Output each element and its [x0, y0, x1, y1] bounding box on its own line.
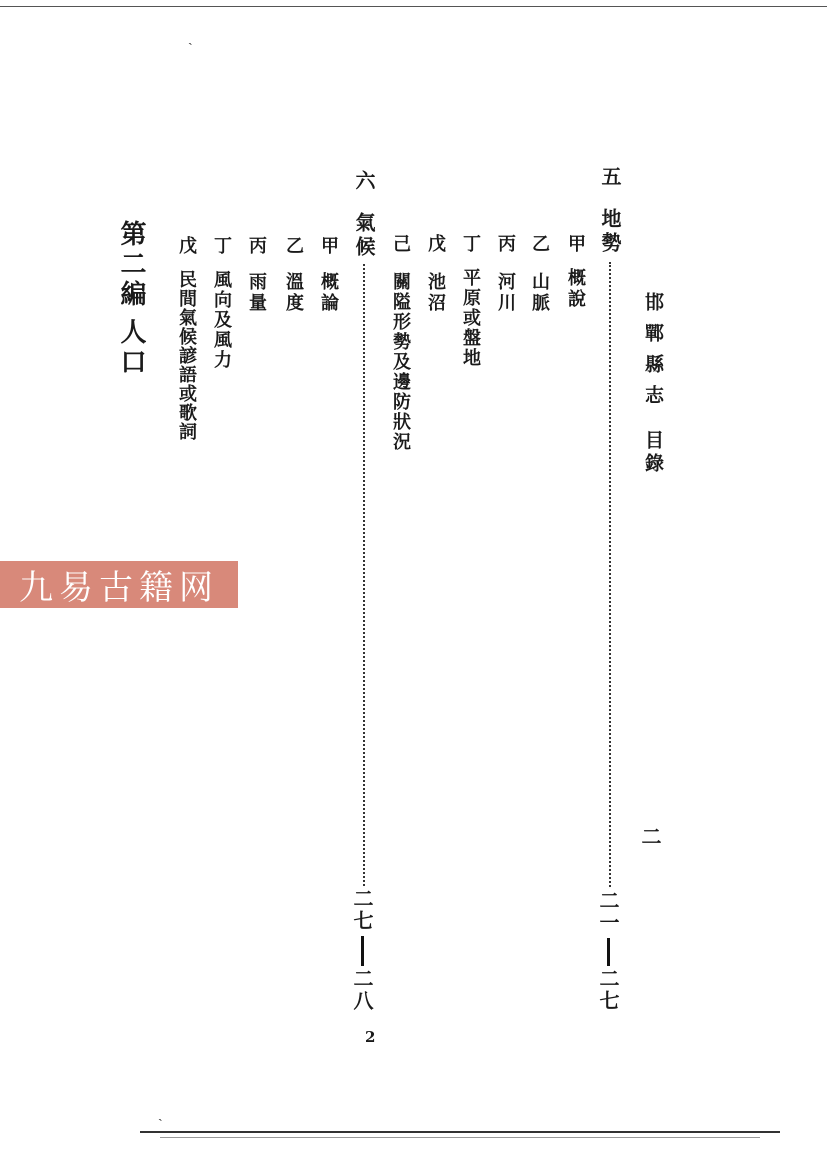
- section-6-title: 氣候: [352, 212, 376, 260]
- section-6-number: 六: [352, 170, 376, 190]
- scan-speck: ˎ: [158, 1106, 163, 1122]
- section-label: 目錄: [642, 430, 664, 476]
- section-6-page-end: 二八: [350, 968, 374, 1012]
- top-border: [0, 6, 827, 7]
- item-5-bing-mark: 丙: [495, 234, 516, 252]
- section-6-page-start: 二七: [350, 888, 374, 932]
- scan-speck: ˎ: [188, 30, 193, 46]
- item-6-wu-mark: 戊: [176, 236, 197, 254]
- bottom-border-faint: [160, 1137, 760, 1138]
- item-6-wu-label: 民間氣候諺語或歌詞: [176, 270, 197, 441]
- section-5-page-end: 二七: [596, 968, 620, 1012]
- header-page-marker: 二: [638, 826, 662, 846]
- item-5-ji-mark: 己: [390, 234, 411, 252]
- watermark-banner: 九易古籍网: [0, 561, 238, 608]
- item-5-ding-mark: 丁: [460, 234, 481, 252]
- folio-number: 2: [365, 1028, 376, 1046]
- section-6-leader-dots: [363, 264, 365, 886]
- item-6-bing-label: 雨量: [246, 272, 267, 314]
- section-5-title: 地勢: [598, 208, 622, 256]
- section-5-page-start: 二一: [596, 890, 620, 934]
- bottom-border: [140, 1131, 780, 1133]
- book-title: 邯鄲縣志: [642, 292, 664, 416]
- item-5-yi-label: 山脈: [529, 272, 550, 314]
- item-5-bing-label: 河川: [495, 272, 516, 314]
- item-5-wu-mark: 戊: [425, 234, 446, 252]
- item-5-wu-label: 池沼: [425, 272, 446, 314]
- item-5-ding-label: 平原或盤地: [460, 268, 481, 368]
- item-6-bing-mark: 丙: [246, 236, 267, 254]
- item-6-jia-label: 概論: [318, 272, 339, 314]
- item-6-yi-mark: 乙: [283, 236, 304, 254]
- item-5-jia-mark: 甲: [565, 234, 586, 252]
- item-6-jia-mark: 甲: [318, 236, 339, 254]
- item-5-yi-mark: 乙: [529, 234, 550, 252]
- section-5-number: 五: [598, 166, 622, 186]
- section-5-leader-dots: [609, 262, 611, 887]
- chapter-title: 第二編: [116, 220, 146, 310]
- section-6-range-bar: [361, 936, 364, 966]
- item-5-ji-label: 關隘形勢及邊防狀況: [390, 272, 411, 452]
- item-6-yi-label: 溫度: [283, 272, 304, 314]
- section-5-range-bar: [607, 938, 610, 966]
- item-6-ding-mark: 丁: [211, 236, 232, 254]
- chapter-subtitle: 人口: [116, 318, 146, 378]
- item-5-jia-label: 概說: [565, 268, 586, 310]
- item-6-ding-label: 風向及風力: [211, 270, 232, 370]
